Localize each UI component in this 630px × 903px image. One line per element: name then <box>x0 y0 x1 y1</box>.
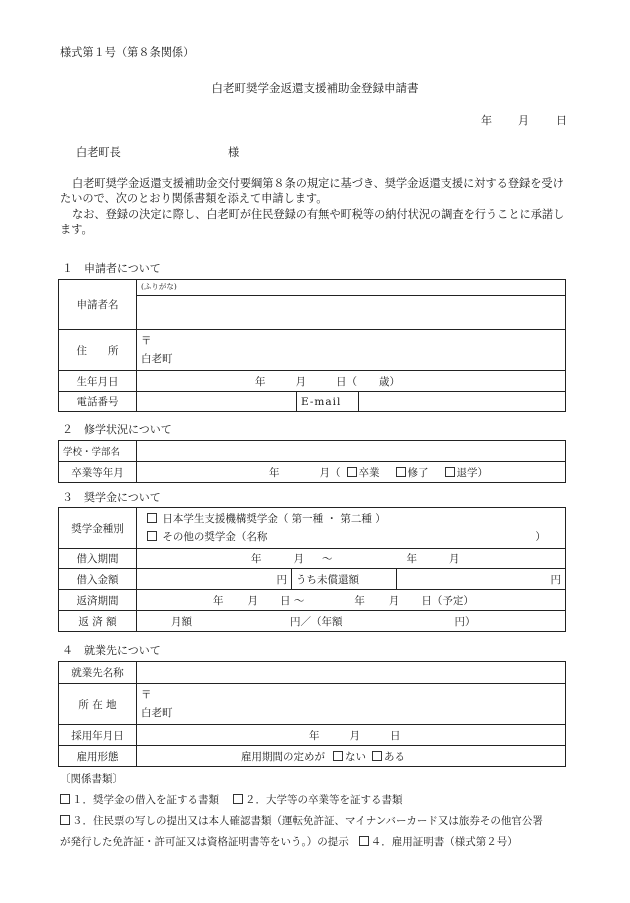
applicant-name-label: 申請者名 <box>59 280 137 330</box>
form-title: 白老町奨学金返還支援補助金登録申請書 <box>211 81 419 95</box>
email-field[interactable] <box>359 392 566 412</box>
address-town: 白老町 <box>141 353 173 365</box>
address-field[interactable] <box>137 330 566 371</box>
furigana-field[interactable] <box>137 280 566 296</box>
date-year-label: 年 <box>481 114 492 127</box>
date-day-label: 日 <box>556 114 567 127</box>
employer-postal-mark: 〒 <box>141 689 152 701</box>
hire-date-field[interactable] <box>137 725 566 746</box>
complete-checkbox[interactable] <box>396 467 406 477</box>
graduate-checkbox[interactable] <box>347 467 357 477</box>
dob-age: 歳） <box>379 375 400 388</box>
hire-date-label: 採用年月日 <box>59 725 137 746</box>
rp-month-1: 月 <box>247 594 258 607</box>
applicant-table <box>58 279 566 412</box>
other-scholarship-close: ） <box>535 531 546 543</box>
period-year-1: 年 <box>251 553 262 565</box>
employer-location-label: 所 在 地 <box>59 684 137 725</box>
documents-line-3 <box>60 834 518 849</box>
employment-term-text: 雇用期間の定めが <box>241 750 325 763</box>
doc3-checkbox[interactable] <box>60 815 70 825</box>
employment-type-label: 雇用形態 <box>59 746 137 767</box>
period-month-2: 月 <box>449 553 460 565</box>
scholarship-type-field[interactable] <box>137 508 566 549</box>
hire-year: 年 <box>309 729 320 742</box>
other-scholarship-option: その他の奨学金（名称 <box>162 531 268 543</box>
loan-amount-label: 借入金額 <box>59 569 137 590</box>
has-term-option: ある <box>384 750 405 763</box>
grad-year: 年 <box>269 466 280 479</box>
unpaid-yen: 円 <box>550 573 561 586</box>
date-month-label: 月 <box>518 114 529 127</box>
dob-month: 月 <box>295 375 306 388</box>
rp-day-1: 日 ～ <box>280 594 305 607</box>
unpaid-field[interactable] <box>397 569 566 590</box>
doc4-label: ４．雇用証明書（様式第２号） <box>370 836 518 848</box>
intro-paragraph-2: なお、登録の決定に際し、白老町が住民登録の有無や町税等の納付状況の調査を行うことに承諾します。 <box>60 208 565 236</box>
employer-name-field[interactable] <box>137 662 566 684</box>
withdraw-checkbox[interactable] <box>445 467 455 477</box>
no-term-option: ない <box>345 750 366 763</box>
dob-label: 生年月日 <box>59 371 137 392</box>
honorific: 様 <box>228 146 240 159</box>
school-field[interactable] <box>137 441 566 462</box>
furigana-label: (ふりがな) <box>141 282 177 291</box>
rp-month-2: 月 <box>388 594 400 607</box>
employer-town: 白老町 <box>141 707 173 719</box>
no-term-checkbox[interactable] <box>333 751 343 761</box>
hire-day: 日 <box>390 729 401 742</box>
repayment-period-field[interactable] <box>137 590 566 611</box>
monthly-label: 月額 <box>171 615 192 628</box>
education-table <box>58 440 566 483</box>
employment-type-field[interactable] <box>137 746 566 767</box>
documents-line-2 <box>60 813 543 828</box>
repayment-amount-label: 返 済 額 <box>59 611 137 632</box>
withdraw-option: 退学） <box>456 466 488 479</box>
dob-year: 年 <box>255 375 266 388</box>
jasso-option: 日本学生支援機構奨学金（ 第一種 ・ 第二種 ） <box>162 513 386 525</box>
employer-location-field[interactable] <box>137 684 566 725</box>
unpaid-label: うち未償還額 <box>292 569 397 590</box>
grad-month: 月（ <box>319 466 341 479</box>
doc2-checkbox[interactable] <box>233 794 243 804</box>
hire-month: 月 <box>349 729 360 742</box>
loan-period-field[interactable] <box>137 549 566 569</box>
school-label: 学校・学部名 <box>59 441 137 462</box>
dob-field[interactable] <box>137 371 566 392</box>
period-month-1: 月 <box>293 553 304 565</box>
section4-heading: ４ 就業先について <box>62 644 161 657</box>
doc2-label: ２．大学等の卒業等を証する書類 <box>245 794 403 806</box>
other-scholarship-checkbox[interactable] <box>147 531 157 541</box>
section3-heading: ３ 奨学金について <box>62 491 161 504</box>
scholarship-table <box>58 507 566 632</box>
loan-period-label: 借入期間 <box>59 549 137 569</box>
annual-yen: 円） <box>454 615 476 628</box>
jasso-checkbox[interactable] <box>147 513 157 523</box>
rp-year-1: 年 <box>213 594 224 607</box>
loan-amount-field[interactable] <box>137 569 292 590</box>
doc1-checkbox[interactable] <box>60 794 70 804</box>
doc3-label-line2: が発行した免許証・許可証又は資格証明書等をいう。）の提示 <box>60 836 349 848</box>
form-number: 様式第１号（第８条関係） <box>60 46 195 59</box>
monthly-yen: 円／（年額 <box>290 615 343 628</box>
address-label: 住 所 <box>59 330 137 371</box>
section2-heading: ２ 修学状況について <box>62 423 172 436</box>
has-term-checkbox[interactable] <box>372 751 382 761</box>
documents-line-1 <box>60 792 403 807</box>
applicant-name-field[interactable] <box>137 296 566 330</box>
email-label: E-mail <box>297 392 359 412</box>
phone-field[interactable] <box>137 392 297 412</box>
postal-mark: 〒 <box>141 335 152 347</box>
rp-year-2: 年 <box>354 594 365 607</box>
scholarship-type-label: 奨学金種別 <box>59 508 137 549</box>
rp-day-2: 日（予定） <box>421 594 474 607</box>
graduation-label: 卒業等年月 <box>59 462 137 483</box>
period-tilde: ～ <box>322 553 333 565</box>
repayment-amount-field[interactable] <box>137 611 566 632</box>
repayment-period-label: 返済期間 <box>59 590 137 611</box>
doc1-label: １．奨学金の借入を証する書類 <box>72 794 219 806</box>
intro-paragraph-1: 白老町奨学金返還支援補助金交付要綱第８条の規定に基づき、奨学金返還支援に対する登録を受けたいので、次のとおり関係書類を添えて申請します。 <box>60 177 564 205</box>
doc4-checkbox[interactable] <box>359 836 369 846</box>
graduation-field[interactable] <box>137 462 566 483</box>
dob-day: 日（ <box>336 375 357 388</box>
doc3-label-line1: ３．住民票の写しの提出又は本人確認書類（運転免許証、マイナンバーカード又は旅券その他官公署 <box>72 815 543 827</box>
section1-heading: １ 申請者について <box>62 262 161 275</box>
loan-amount-yen: 円 <box>276 573 287 586</box>
employment-table <box>58 661 566 767</box>
phone-label: 電話番号 <box>59 392 137 412</box>
addressee: 白老町長 <box>76 146 121 159</box>
period-year-2: 年 <box>406 553 417 565</box>
graduate-option: 卒業 <box>358 466 380 479</box>
documents-heading: 〔関係書類〕 <box>60 773 123 785</box>
employer-name-label: 就業先名称 <box>59 662 137 684</box>
complete-option: 修了 <box>407 466 429 479</box>
